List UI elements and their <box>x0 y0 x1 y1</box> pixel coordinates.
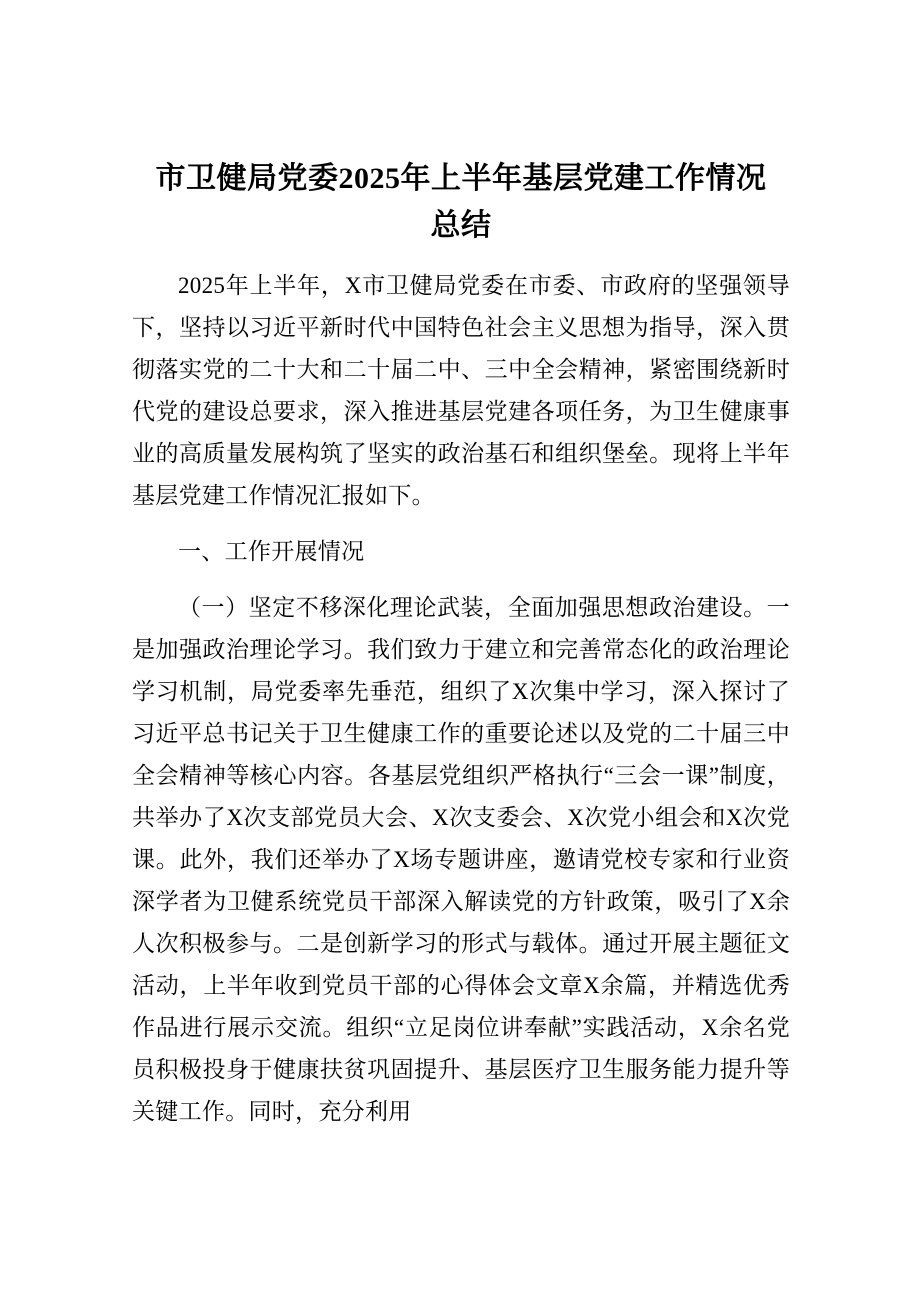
body-paragraph: （一）坚定不移深化理论武装，全面加强思想政治建设。一是加强政治理论学习。我们致力于建立和完善常态化的政治理论学习机制，局党委率先垂范，组织了X次集中学习，深入探讨了习近平总书记关于卫生健康工作的重要论述以及党的二十届三中全会精神等核心内容。各基层党组织严格执行“三会一课”制度，共举办了X次支部党员大会、X次支委会、X次党小组会和X次党课。此外，我们还举办了X场专题讲座，邀请党校专家和行业资深学者为卫健系统党员干部深入解读党的方针政策，吸引了X余人次积极参与。二是创新学习的形式与载体。通过开展主题征文活动，上半年收到党员干部的心得体会文章X余篇，并精选优秀作品进行展示交流。组织“立足岗位讲奉献”实践活动，X余名党员积极投身于健康扶贫巩固提升、基层医疗卫生服务能力提升等关键工作。同时，充分利用 <box>132 595 790 1124</box>
intro-paragraph: 2025年上半年，X市卫健局党委在市委、市政府的坚强领导下，坚持以习近平新时代中国特色社会主义思想为指导，深入贯彻落实党的二十大和二十届二中、三中全会精神，紧密围绕新时代党的建设总要求，深入推进基层党建各项任务，为卫生健康事业的高质量发展构筑了坚实的政治基石和组织堡垒。现将上半年基层党建工作情况汇报如下。 <box>132 273 790 508</box>
section-heading: 一、工作开展情况 <box>178 539 365 564</box>
document-title: 市卫健局党委2025年上半年基层党建工作情况总结 <box>155 162 767 242</box>
